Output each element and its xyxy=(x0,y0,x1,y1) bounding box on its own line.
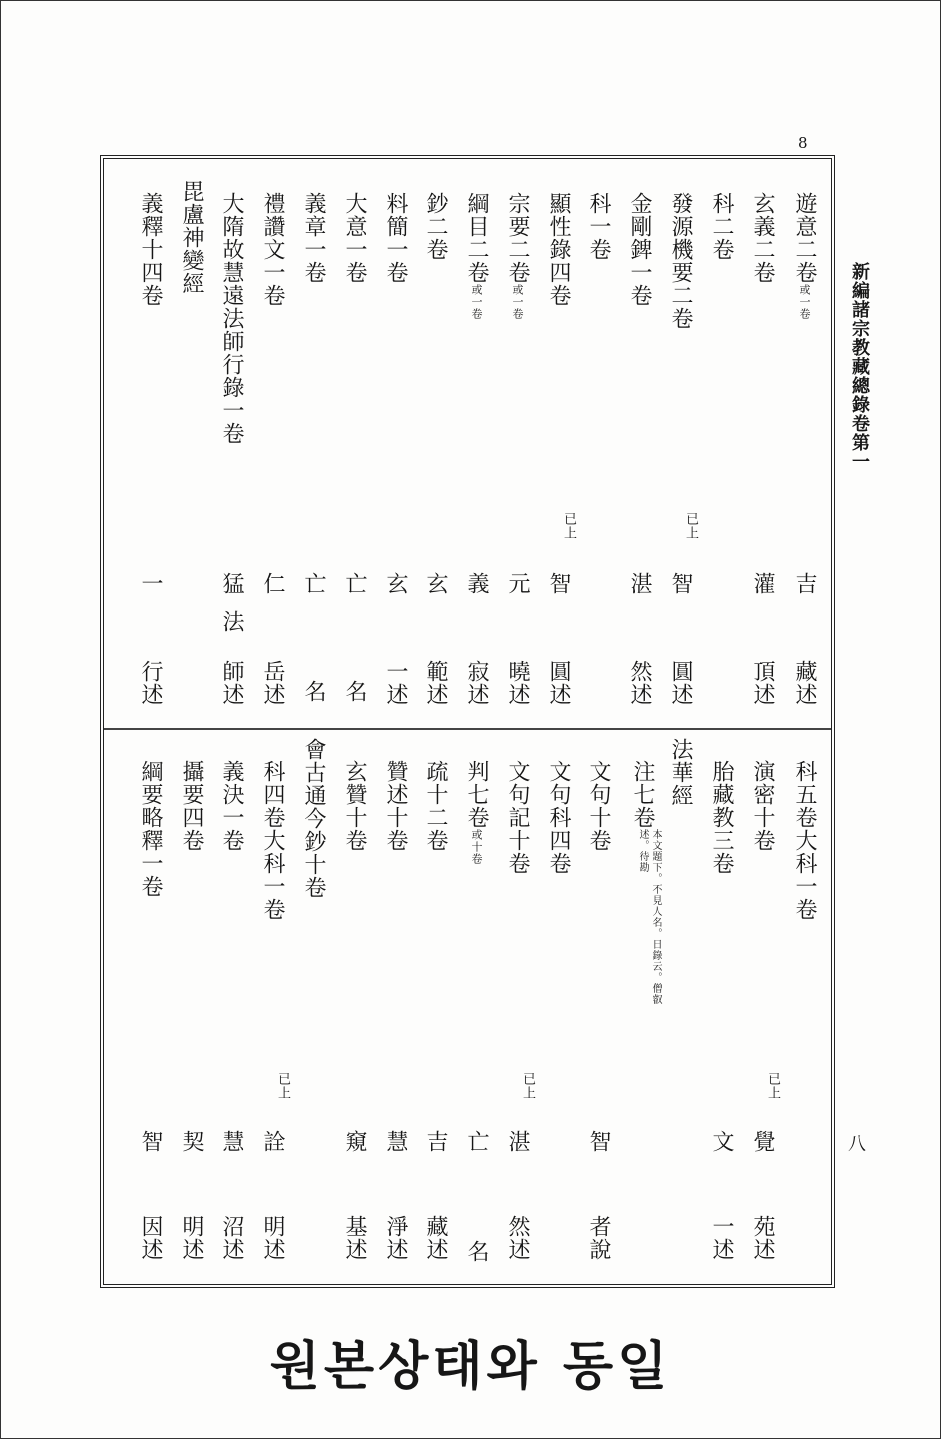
upper-title: 顯性錄四卷 xyxy=(546,192,571,307)
upper-title: 綱目二卷或一卷 xyxy=(464,192,489,320)
margin-title: 新編諸宗教藏總錄卷第一 xyxy=(849,262,870,471)
upper-title: 料簡一卷 xyxy=(383,192,408,284)
lower-author: 智 xyxy=(586,1130,611,1153)
upper-title: 宗要二卷或一卷 xyxy=(505,192,530,320)
lower-suffix: 然述 xyxy=(505,1215,530,1261)
lower-title: 文句科四卷 xyxy=(546,760,571,875)
lower-author: 覺 xyxy=(750,1130,775,1153)
lower-title: 贊述十卷 xyxy=(383,760,408,852)
upper-suffix: 圓述 xyxy=(546,660,571,706)
lower-suffix: 者說 xyxy=(586,1215,611,1261)
lower-title: 判七卷或十卷 xyxy=(464,760,489,865)
upper-author: 義 xyxy=(464,572,489,595)
upper-title: 義章一卷 xyxy=(301,192,326,284)
upper-title: 禮讚文一卷 xyxy=(260,192,285,307)
lower-suffix: 藏述 xyxy=(423,1215,448,1261)
upper-suffix: 行述 xyxy=(138,660,163,706)
yishang-marker: 已上 xyxy=(561,512,576,540)
lower-title: 胎藏教三卷 xyxy=(709,760,734,875)
lower-title: 攝要四卷 xyxy=(179,760,204,852)
yishang-marker: 已上 xyxy=(683,512,698,540)
lower-suffix: 明述 xyxy=(179,1215,204,1261)
lower-title: 綱要略釋一卷 xyxy=(138,760,163,898)
lower-author: 慧 xyxy=(219,1130,244,1153)
upper-suffix: 圓述 xyxy=(668,660,693,706)
lower-suffix: 明述 xyxy=(260,1215,285,1261)
upper-author: 一 xyxy=(138,572,163,595)
lower-title: 疏十二卷 xyxy=(423,760,448,852)
register-divider xyxy=(104,728,831,730)
yishang-marker: 已上 xyxy=(520,1072,535,1100)
upper-author: 仁 xyxy=(260,572,285,595)
lower-title: 會古通今鈔十卷 xyxy=(301,738,326,899)
upper-title: 玄義二卷 xyxy=(750,192,775,284)
lower-suffix: 基述 xyxy=(342,1215,367,1261)
upper-suffix: 頂述 xyxy=(750,660,775,706)
lower-author: 詮 xyxy=(260,1130,285,1153)
lower-title: 注七卷本文題下。不見人名。日錄云。僧叡述。待勘 xyxy=(630,760,661,1005)
lower-title: 文句記十卷 xyxy=(505,760,530,875)
upper-title: 科二卷 xyxy=(709,192,734,261)
margin-page-number: 八 xyxy=(848,1134,866,1155)
lower-author: 文 xyxy=(709,1130,734,1153)
upper-author: 元 xyxy=(505,572,530,595)
lower-suffix: 名 xyxy=(464,1240,489,1263)
yishang-marker: 已上 xyxy=(765,1072,780,1100)
lower-title: 演密十卷 xyxy=(750,760,775,852)
page-number: 8 xyxy=(798,134,808,152)
upper-suffix: 藏述 xyxy=(792,660,817,706)
lower-title: 法華經 xyxy=(668,738,693,807)
upper-suffix: 名 xyxy=(301,680,326,703)
lower-suffix: 淨述 xyxy=(383,1215,408,1261)
upper-author: 猛法 xyxy=(219,572,244,648)
upper-title: 大隋故慧遠法師行錄一卷 xyxy=(219,192,244,445)
upper-title: 毘盧神變經 xyxy=(179,180,204,295)
upper-author: 玄 xyxy=(383,572,408,595)
lower-title: 科四卷大科一卷 xyxy=(260,760,285,921)
lower-title: 玄贊十卷 xyxy=(342,760,367,852)
lower-title: 文句十卷 xyxy=(586,760,611,852)
upper-suffix: 寂述 xyxy=(464,660,489,706)
lower-author: 智 xyxy=(138,1130,163,1153)
lower-suffix: 苑述 xyxy=(750,1215,775,1261)
upper-author: 湛 xyxy=(627,572,652,595)
upper-suffix: 名 xyxy=(342,680,367,703)
upper-suffix: 範述 xyxy=(423,660,448,706)
lower-suffix: 一述 xyxy=(709,1215,734,1261)
upper-author: 亡 xyxy=(342,572,367,595)
bottom-caption: 원본상태와 동일 xyxy=(269,1337,672,1397)
upper-title: 義釋十四卷 xyxy=(138,192,163,307)
upper-title: 鈔二卷 xyxy=(423,192,448,261)
upper-suffix: 然述 xyxy=(627,660,652,706)
lower-author: 亡 xyxy=(464,1130,489,1153)
upper-title: 科一卷 xyxy=(586,192,611,261)
upper-author: 灌 xyxy=(750,572,775,595)
lower-suffix: 因述 xyxy=(138,1215,163,1261)
yishang-marker: 已上 xyxy=(275,1072,290,1100)
upper-suffix: 一述 xyxy=(383,660,408,706)
lower-author: 吉 xyxy=(423,1130,448,1153)
text-frame xyxy=(100,155,835,1288)
lower-author: 慧 xyxy=(383,1130,408,1153)
upper-title: 遊意二卷或一卷 xyxy=(792,192,817,320)
lower-title: 科五卷大科一卷 xyxy=(792,760,817,921)
upper-title: 發源機要二卷 xyxy=(668,192,693,330)
lower-author: 窺 xyxy=(342,1130,367,1153)
lower-author: 契 xyxy=(179,1130,204,1153)
upper-author: 智 xyxy=(668,572,693,595)
upper-author: 吉 xyxy=(792,572,817,595)
upper-title: 金剛錍一卷 xyxy=(627,192,652,307)
upper-author: 玄 xyxy=(423,572,448,595)
lower-author: 湛 xyxy=(505,1130,530,1153)
upper-author: 智 xyxy=(546,572,571,595)
lower-suffix: 沼述 xyxy=(219,1215,244,1261)
lower-title: 義決一卷 xyxy=(219,760,244,852)
upper-suffix: 岳述 xyxy=(260,660,285,706)
upper-suffix: 曉述 xyxy=(505,660,530,706)
upper-author: 亡 xyxy=(301,572,326,595)
upper-suffix: 師述 xyxy=(219,660,244,706)
upper-title: 大意一卷 xyxy=(342,192,367,284)
